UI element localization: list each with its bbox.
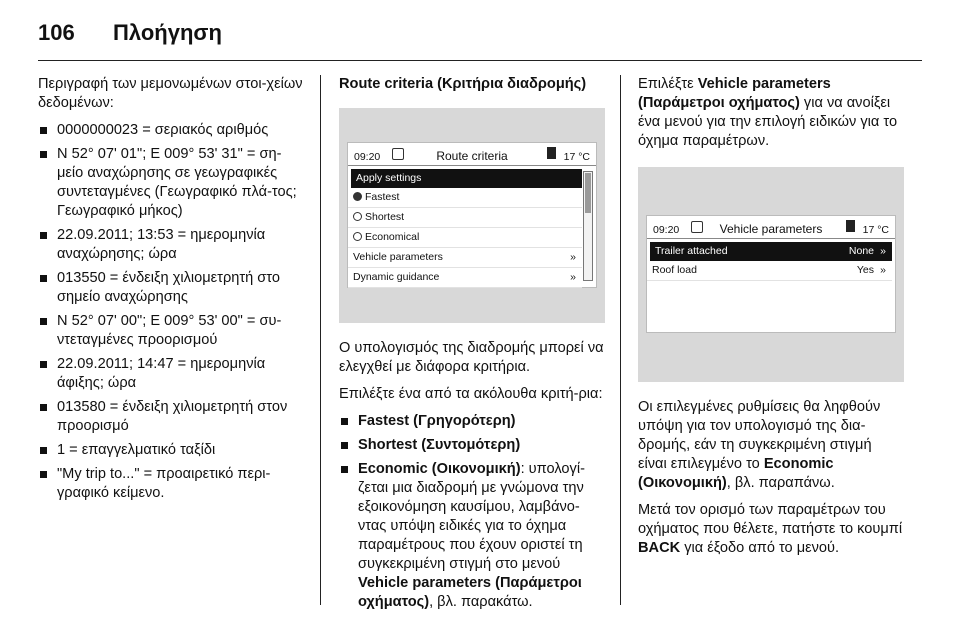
criteria-list (339, 412, 605, 612)
temperature: 17 °C (563, 151, 590, 163)
list-item: 0000000023 = σεριακός αριθμός (38, 121, 306, 140)
page-title: Πλοήγηση (113, 20, 222, 45)
text: Μετά τον ορισμό των παραμέτρων του οχήματος που θέλετε, πατήστε το κουμπί (638, 502, 903, 537)
status-bar (647, 216, 895, 239)
list-item: N 52° 07' 01"; E 009° 53' 31" = ση-μείο αναχώρησης σε γεωγραφικές συντεταγμένες (Γεωγραφικό πλά-τος; Γεωγραφικό μήκος) (38, 145, 306, 221)
menu-item-apply-settings[interactable] (351, 169, 582, 188)
text: : υπολογί-ζεται μια διαδρομή με γνώμονα την εξοικονόμηση καυσίμου, λαμβάνο-ντας υπόψη ειδικές για το όχημα παραμέτρους που έχουν οριστεί τη συγκεκριμένη στιγμή στο μενού (358, 461, 585, 572)
clock: 09:20 (653, 224, 680, 236)
menu-item-trailer-attached[interactable] (650, 242, 892, 261)
menu-item-label: Apply settings (356, 172, 422, 184)
menu-item-label: Economical (365, 231, 420, 243)
bold-term: BACK (638, 540, 681, 556)
list-item: N 52° 07' 00"; E 009° 53' 00" = συ-ντεταγμένες προορισμού (38, 312, 306, 350)
list-item (339, 460, 605, 612)
bold-term: Vehicle parameters (Παράμετροι οχήματος) (358, 575, 582, 610)
status-bar (348, 143, 596, 166)
list-item: Fastest (Γρηγορότερη) (339, 412, 605, 431)
data-description-intro: Περιγραφή των μεμονωμένων στοι-χείων δεδομένων: (38, 76, 303, 111)
scrollbar[interactable] (583, 171, 593, 281)
clock: 09:20 (354, 151, 381, 163)
menu-item-value: Yes (856, 264, 874, 276)
menu-item-label: Dynamic guidance (353, 271, 440, 283)
phone-icon (846, 220, 855, 232)
radio-selected-icon (353, 192, 362, 201)
list-item: 22.09.2011; 13:53 = ημερομηνία αναχώρησης; ώρα (38, 226, 306, 264)
menu-item-label: Trailer attached (655, 245, 728, 257)
chevron-right-icon: » (570, 251, 576, 263)
list-item: 013580 = ένδειξη χιλιομετρητή στον προορισμό (38, 398, 306, 436)
list-item: 1 = επαγγελματικό ταξίδι (38, 441, 306, 460)
menu-item-label: Roof load (652, 264, 697, 276)
paragraph (638, 501, 904, 558)
paragraph: Ο υπολογισμός της διαδρομής μπορεί να ελεγχθεί με διάφορα κριτήρια. (339, 340, 604, 375)
chevron-right-icon: » (880, 264, 886, 276)
route-criteria-heading: Route criteria (Κριτήρια διαδρομής) (339, 76, 587, 92)
chevron-right-icon: » (570, 271, 576, 283)
paragraph (638, 75, 904, 151)
list-item: 22.09.2011; 14:47 = ημερομηνία άφιξης; ώρα (38, 355, 306, 393)
menu-item-vehicle-parameters[interactable] (348, 248, 582, 268)
list-item: Shortest (Συντομότερη) (339, 436, 605, 455)
column-divider-1 (320, 75, 321, 605)
list-item: 013550 = ένδειξη χιλιομετρητή στο σημείο αναχώρησης (38, 269, 306, 307)
column-1 (38, 75, 306, 508)
menu-item-value: None (848, 245, 874, 257)
bold-term: Economic (Οικονομική) (358, 461, 521, 477)
vehicle-parameters-screenshot (638, 167, 904, 382)
paragraph (638, 398, 904, 493)
list-item: "My trip to..." = προαιρετικό περι-γραφικό κείμενο. (38, 465, 306, 503)
text: για να ανοίξει ένα μενού για την επιλογή ειδικών για το όχημα παραμέτρων. (638, 95, 898, 149)
menu-item-label: Shortest (365, 211, 405, 223)
paragraph: Επιλέξτε ένα από τα ακόλουθα κριτή-ρια: (339, 386, 603, 402)
column-divider-2 (620, 75, 621, 605)
menu-item-dynamic-guidance[interactable] (348, 268, 582, 288)
radio-icon (353, 212, 362, 221)
route-criteria-screenshot (339, 108, 605, 323)
header-rule (38, 60, 922, 61)
text: Επιλέξτε (638, 76, 698, 92)
menu-item-label: Fastest (365, 191, 400, 203)
menu-item-roof-load[interactable] (647, 261, 892, 281)
data-element-list (38, 121, 306, 503)
route-criteria-screen (347, 142, 597, 288)
menu-item-label: Vehicle parameters (353, 251, 443, 263)
column-2 (339, 75, 605, 617)
screen-title: Vehicle parameters (719, 222, 823, 236)
radio-economical[interactable] (348, 228, 582, 248)
radio-icon (353, 232, 362, 241)
text: , βλ. παρακάτω. (429, 594, 533, 610)
column-3 (638, 75, 904, 566)
text: , βλ. παραπάνω. (726, 475, 835, 491)
radio-fastest[interactable] (348, 188, 582, 208)
temperature: 17 °C (862, 224, 889, 236)
text: για έξοδο από το μενού. (680, 540, 840, 556)
page-number: 106 (38, 20, 75, 45)
scrollbar-thumb[interactable] (585, 173, 591, 213)
chevron-right-icon: » (880, 245, 886, 257)
text: Οι επιλεγμένες ρυθμίσεις θα ληφθούν υπόψη για τον υπολογισμό της δια-δρομής, εάν τη συγκεκριμένη στιγμή είναι επιλεγμένο το (638, 399, 881, 472)
vehicle-parameters-screen (646, 215, 896, 333)
bold-term: Economic (Οικονομική) (638, 456, 834, 491)
radio-shortest[interactable] (348, 208, 582, 228)
phone-icon (547, 147, 556, 159)
bold-term: Vehicle parameters (Παράμετροι οχήματος) (638, 76, 831, 111)
screen-title: Route criteria (436, 149, 508, 163)
